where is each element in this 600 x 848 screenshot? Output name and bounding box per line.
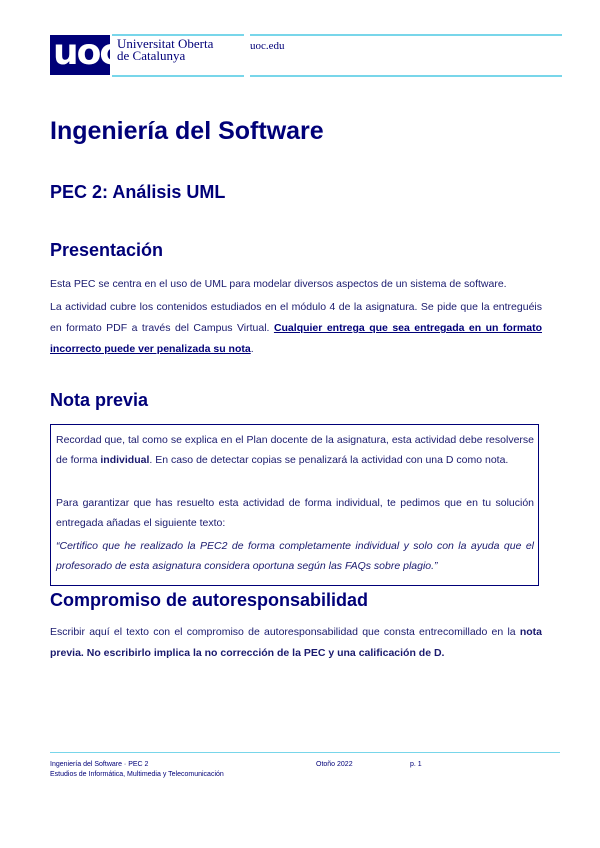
presentacion-paragraph-2-end: . [250, 343, 254, 355]
section-heading-nota-previa: Nota previa [50, 390, 149, 410]
uoc-logo [50, 32, 119, 75]
presentacion-paragraph-2-text: La actividad cubre los contenidos estudiados en el módulo 4 de la asignatura. Se pide que la entreguéis en formato PDF a través del Campus Virtual. [50, 301, 542, 334]
nota-previa-bold: individual [100, 454, 150, 466]
format-penalty-link[interactable]: Cualquier entrega que sea entregada en un formato incorrecto puede ver penalizada su nota [50, 322, 542, 355]
compromiso-bold: nota previa. No escribirlo implica la no corrección de la PEC y una calificación de D. [50, 626, 542, 659]
uoc-logo-text: uoc [53, 32, 119, 73]
footer-page-number: p. 1 [410, 761, 422, 768]
presentacion-paragraph-1: Esta PEC se centra en el uso de UML para modelar diversos aspectos de un sistema de software. [50, 278, 507, 290]
section-heading-compromiso: Compromiso de autoresponsabilidad [50, 590, 369, 610]
footer-studies: Estudios de Informática, Multimedia y Telecomunicación [50, 771, 224, 778]
nota-previa-text-b: . En caso de detectar copias se penalizará la actividad con una D como nota. [149, 454, 509, 466]
university-name-line2: de Catalunya [117, 48, 186, 63]
compromiso-paragraph [50, 622, 542, 664]
document-title: Ingeniería del Software [50, 117, 324, 145]
document-subtitle: PEC 2: Análisis UML [50, 182, 226, 202]
footer-term: Otoño 2022 [316, 761, 353, 768]
university-url[interactable]: uoc.edu [250, 40, 285, 52]
presentacion-paragraph-2 [50, 297, 542, 360]
university-name [117, 38, 213, 62]
university-name-line1: Universitat Oberta [117, 36, 214, 51]
footer-course: Ingeniería del Software · PEC 2 [50, 761, 149, 768]
header-rule-top-right [250, 34, 562, 36]
header-rule-bottom-left [112, 75, 244, 77]
header-rule-bottom-right [250, 75, 562, 77]
section-heading-presentacion: Presentación [50, 240, 164, 260]
nota-previa-text-a: Recordad que, tal como se explica en el Plan docente de la asignatura, esta actividad debe resolverse de forma [56, 434, 534, 466]
footer-rule [50, 752, 560, 753]
nota-previa-paragraph-2: Para garantizar que has resuelto esta actividad de forma individual, te pedimos que en tu solución entregada añadas el siguiente texto: [56, 497, 534, 529]
nota-previa-paragraph-1 [56, 430, 534, 470]
certification-quote: “Certifico que he realizado la PEC2 de forma completamente individual y solo con la ayuda que el profesorado de esta asignatura considera oportuna según las FAQs sobre plagio.” [56, 540, 534, 572]
compromiso-text: Escribir aquí el texto con el compromiso de autoresponsabilidad que consta entrecomillado en la [50, 626, 520, 638]
nota-previa-box [50, 424, 539, 586]
